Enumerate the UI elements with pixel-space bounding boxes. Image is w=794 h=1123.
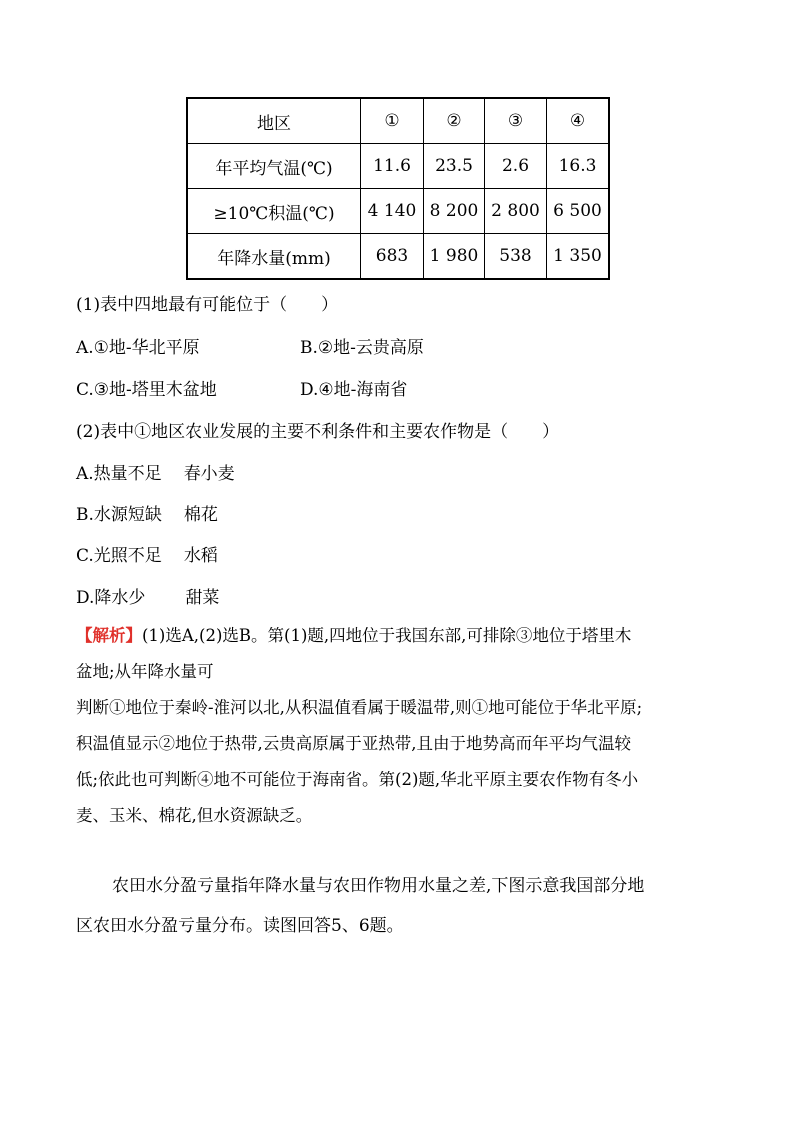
table-cell: 683 (361, 234, 424, 280)
question-1-option-c: C.③地-塔里木盆地 (76, 380, 217, 400)
analysis-line: 低;依此也可判断④地不可能位于海南省。第(2)题,华北平原主要农作物有冬小 (76, 770, 639, 789)
table-row (187, 189, 609, 234)
intro-line: 农田水分盈亏量指年降水量与农田作物用水量之差,下图示意我国部分地 (112, 876, 645, 896)
analysis-line: 积温值显示②地位于热带,云贵高原属于亚热带,且由于地势高而年平均气温较 (76, 734, 631, 753)
option-label: B.水源短缺 (76, 505, 162, 525)
analysis-line: 盆地;从年降水量可 (76, 662, 214, 681)
question-2-option-c (76, 541, 218, 566)
table-header-cell: ③ (485, 98, 547, 144)
table-header-row (187, 98, 609, 144)
table-cell: 1 350 (547, 234, 610, 280)
table-header-cell: ② (424, 98, 485, 144)
option-crop: 甜菜 (185, 588, 220, 608)
question-2-option-d (76, 583, 219, 608)
option-crop: 水稻 (183, 546, 218, 566)
table-row (187, 144, 609, 189)
option-label: D.降水少 (76, 588, 146, 608)
table-cell: 6 500 (547, 189, 610, 234)
table-cell: 11.6 (361, 144, 424, 189)
table-header-cell: ④ (547, 98, 610, 144)
intro-paragraph (76, 866, 726, 946)
analysis-block (76, 618, 726, 834)
question-2-option-b (76, 500, 218, 525)
question-1-stem: (1)表中四地最有可能位于（ ） (76, 295, 339, 315)
option-crop: 棉花 (183, 505, 218, 525)
option-label: A.热量不足 (76, 464, 162, 484)
question-2-stem: (2)表中①地区农业发展的主要不利条件和主要农作物是（ ） (76, 422, 560, 442)
table-cell: 年平均气温(℃) (187, 144, 361, 189)
table-header-cell: ① (361, 98, 424, 144)
table-header-cell: 地区 (187, 98, 361, 144)
analysis-tag: 【解析】 (76, 626, 142, 645)
option-label: C.光照不足 (76, 546, 162, 566)
table-cell: 16.3 (547, 144, 610, 189)
table-cell: 538 (485, 234, 547, 280)
question-2-option-a (76, 459, 235, 484)
analysis-line: 麦、玉米、棉花,但水资源缺乏。 (76, 806, 313, 825)
intro-line: 区农田水分盈亏量分布。读图回答5、6题。 (76, 916, 404, 936)
table-cell: 23.5 (424, 144, 485, 189)
table-cell: 1 980 (424, 234, 485, 280)
table-cell: 年降水量(mm) (187, 234, 361, 280)
table-row (187, 234, 609, 280)
climate-data-table (186, 97, 610, 280)
question-1-option-a: A.①地-华北平原 (76, 338, 200, 358)
question-1-option-b: B.②地-云贵高原 (300, 338, 424, 358)
analysis-line: 【解析】(1)选A,(2)选B。第(1)题,四地位于我国东部,可排除③地位于塔里木 (76, 626, 632, 645)
table-cell: 2.6 (485, 144, 547, 189)
table-cell: ≥10℃积温(℃) (187, 189, 361, 234)
table-cell: 8 200 (424, 189, 485, 234)
table-cell: 2 800 (485, 189, 547, 234)
analysis-line: 判断①地位于秦岭-淮河以北,从积温值看属于暖温带,则①地可能位于华北平原; (76, 698, 643, 717)
table-cell: 4 140 (361, 189, 424, 234)
option-crop: 春小麦 (183, 464, 235, 484)
question-1-option-d: D.④地-海南省 (300, 380, 408, 400)
